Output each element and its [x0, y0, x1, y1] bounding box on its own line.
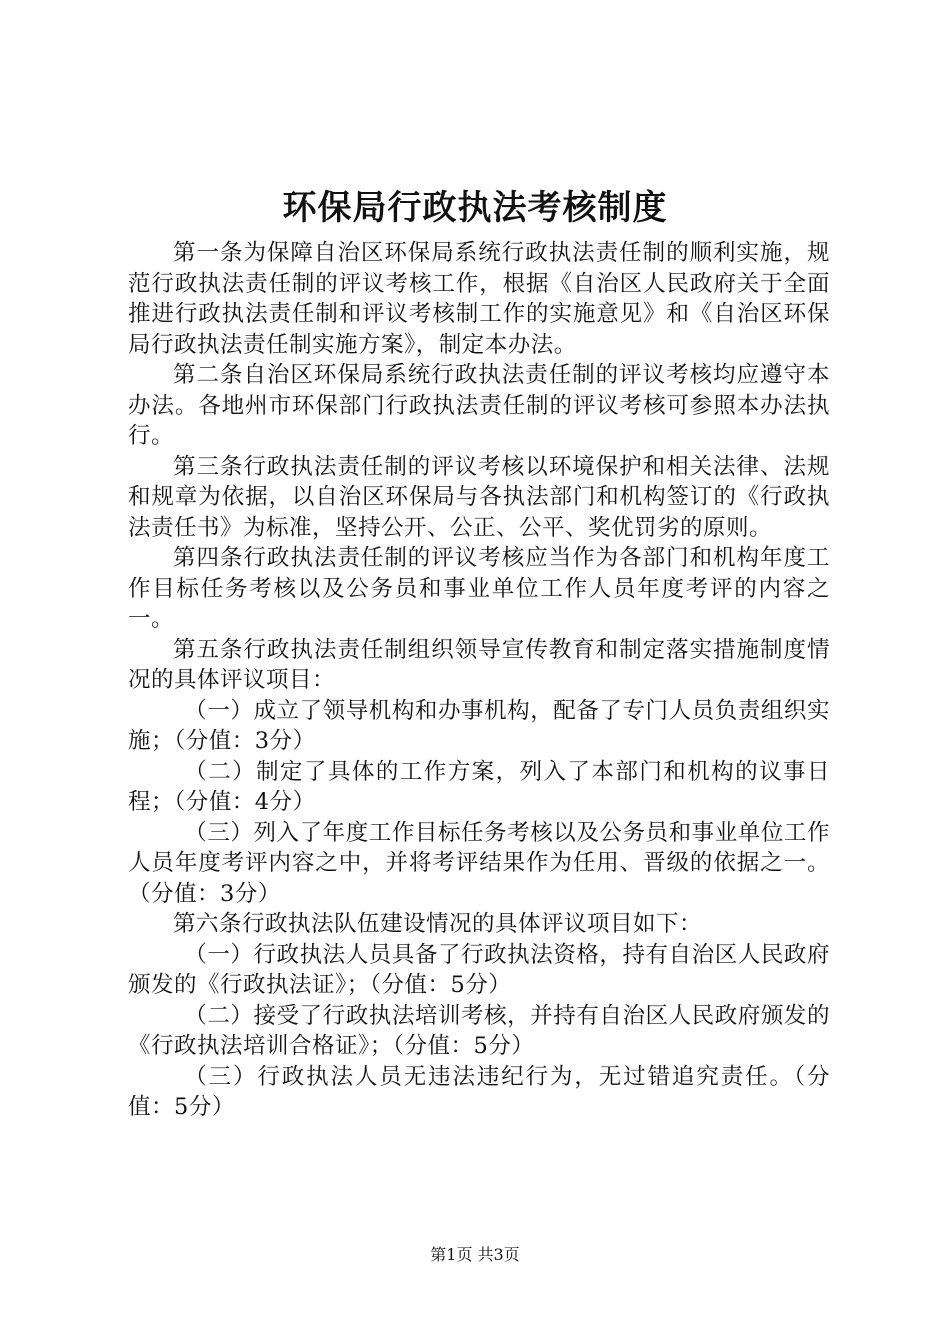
article-3-paragraph: 第三条行政执法责任制的评议考核以环境保护和相关法律、法规和规章为依据，以自治区环保局与各执法部门和机构签订的《行政执法责任书》为标准，坚持公开、公正、公平、奖优罚劣的原则。	[128, 453, 830, 541]
article-5-paragraph: 第五条行政执法责任制组织领导宣传教育和制定落实措施制度情况的具体评议项目：	[128, 636, 830, 693]
article-6-paragraph: 第六条行政执法队伍建设情况的具体评议项目如下：	[173, 911, 703, 937]
document-title: 环保局行政执法考核制度	[282, 188, 668, 228]
article-5-item-1: （一）成立了领导机构和办事机构，配备了专门人员负责组织实施；（分值：3分）	[128, 697, 830, 754]
article-2-paragraph: 第二条自治区环保局系统行政执法责任制的评议考核均应遵守本办法。各地州市环保部门行政执法责任制的评议考核可参照本办法执行。	[128, 362, 830, 449]
article-5-item-2: （二）制定了具体的工作方案，列入了本部门和机构的议事日程；（分值：4分）	[128, 758, 830, 815]
article-6-item-2: （二）接受了行政执法培训考核，并持有自治区人民政府颁发的《行政执法培训合格证》；（分值：5分）	[128, 1002, 830, 1059]
document-body	[128, 238, 830, 1123]
article-1-paragraph: 第一条为保障自治区环保局系统行政执法责任制的顺利实施，规范行政执法责任制的评议考核工作，根据《自治区人民政府关于全面推进行政执法责任制和评议考核制工作的实施意见》和《自治区环保局行政执法责任制实施方案》，制定本办法。	[128, 240, 830, 358]
article-4-paragraph: 第四条行政执法责任制的评议考核应当作为各部门和机构年度工作目标任务考核以及公务员和事业单位工作人员年度考评的内容之一。	[128, 545, 830, 632]
article-5-item-3: （三）列入了年度工作目标任务考核以及公务员和事业单位工作人员年度考评内容之中，并将考评结果作为任用、晋级的依据之一。（分值：3分）	[128, 819, 830, 907]
article-6-item-1: （一）行政执法人员具备了行政执法资格，持有自治区人民政府颁发的《行政执法证》；（分值：5分）	[128, 941, 830, 998]
article-6-item-3: （三）行政执法人员无违法违纪行为，无过错追究责任。（分值：5分）	[128, 1063, 830, 1120]
page-footer: 第1页 共3页	[430, 1245, 520, 1264]
